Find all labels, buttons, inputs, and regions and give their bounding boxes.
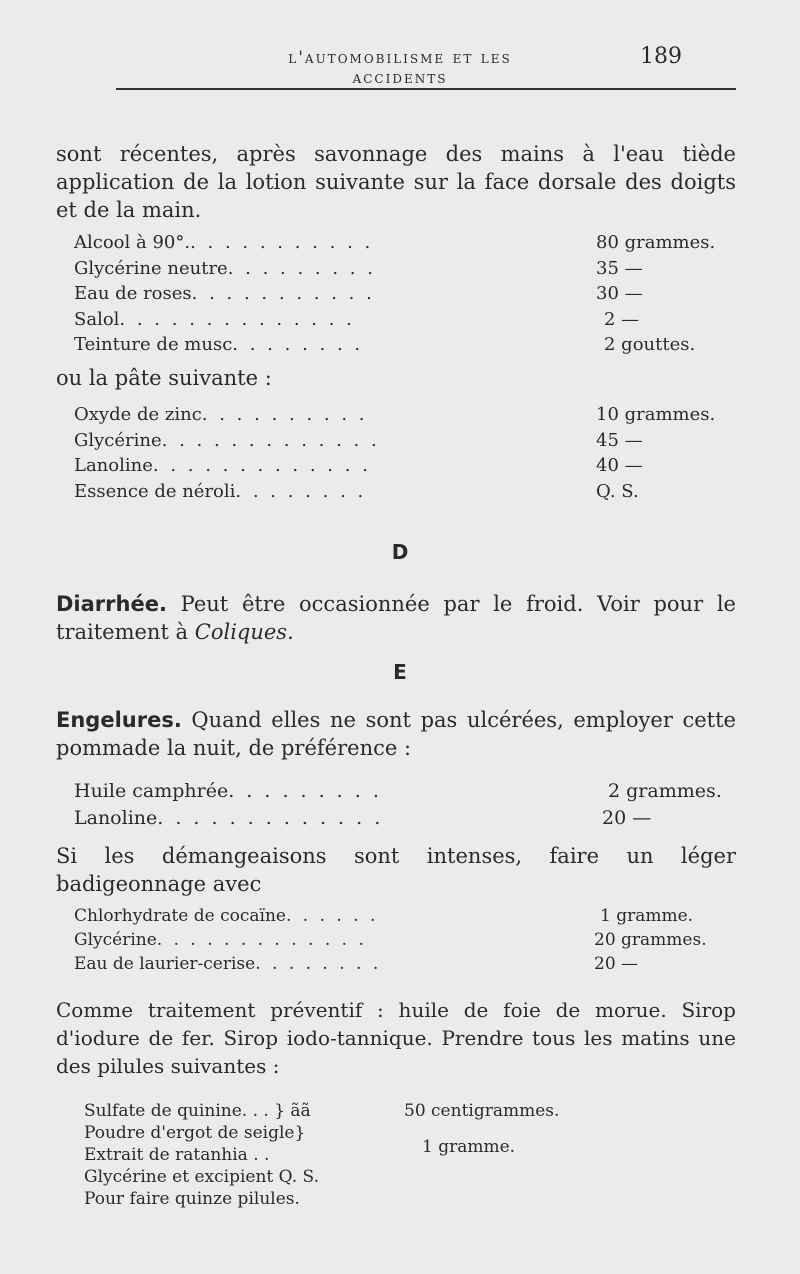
- header-rule: [116, 88, 736, 90]
- ingredient-quantity: 40 —: [596, 455, 643, 476]
- recipe-row: [74, 952, 714, 976]
- recipe-row: [74, 281, 694, 307]
- recipe-row: [74, 928, 714, 952]
- entry-headword: Engelures.: [56, 708, 182, 732]
- recipe-row: [74, 402, 716, 428]
- leader-dots: . . . . . . . . . . . . .: [152, 455, 371, 476]
- ingredient-quantity: 50 centigrammes.: [404, 1101, 560, 1121]
- ingredient-quantity: 10 grammes.: [596, 404, 716, 425]
- section-letter-e: E: [393, 660, 407, 684]
- leader-dots: . . . . . .: [285, 906, 379, 926]
- ingredient-name: Eau de roses: [74, 283, 192, 304]
- recipe-row: [74, 904, 714, 928]
- ingredient-name: Glycérine: [74, 930, 157, 950]
- preventif-paragraph: Comme traitement préventif : huile de foie de morue. Sirop d'iodure de fer. Sirop iodo-tannique. Prendre tous les matins une des pilules suivantes :: [56, 998, 736, 1078]
- leader-dots: . . . . . . . . . . . . .: [157, 807, 384, 829]
- ingredient-name: Oxyde de zinc: [74, 404, 202, 425]
- recipe-row: [74, 479, 694, 505]
- ingredient-quantity: 35 —: [596, 257, 643, 279]
- ingredient-quantity: 2 —: [604, 308, 640, 330]
- entry-text: Quand elles ne sont pas ulcérées, employer cette pommade la nuit, de préférence :: [56, 708, 736, 760]
- pilules-recipe: [84, 1100, 724, 1210]
- entry-headword: Diarrhée.: [56, 592, 167, 616]
- ingredient-quantity: 20 —: [594, 954, 639, 974]
- ingredient-name: Chlorhydrate de cocaïne: [74, 906, 286, 926]
- ingredient-name: Essence de néroli: [74, 480, 236, 502]
- cross-reference: Coliques.: [194, 620, 294, 644]
- ingredient-name: Glycérine: [74, 429, 162, 451]
- ingredient-quantity: Q. S.: [596, 480, 639, 502]
- ingredient-quantity: 2 gouttes.: [604, 334, 696, 355]
- recipe-row: [74, 230, 716, 256]
- badigeon-intro: Si les démangeaisons sont intenses, faire un léger badigeonnage avec: [56, 844, 736, 896]
- pommade-recipe: [74, 778, 722, 832]
- ingredient-name: Huile camphrée: [74, 780, 229, 802]
- recipe-row: [84, 1122, 724, 1144]
- leader-dots: . . . . . . . . . . .: [190, 232, 374, 253]
- ingredient-name: Sulfate de quinine. . . }: [84, 1101, 291, 1121]
- recipe-row: [84, 1100, 724, 1122]
- paste-intro: ou la pâte suivante :: [56, 366, 272, 390]
- aa-mark: ãã: [290, 1101, 311, 1121]
- leader-dots: . . . . . . . . . . . . . .: [119, 308, 355, 330]
- recipe-row: [74, 428, 694, 454]
- ingredient-name: Eau de laurier-cerise: [74, 954, 256, 974]
- leader-dots: . . . . . . . . . .: [201, 404, 368, 425]
- ingredient-quantity: 1 gramme.: [422, 1137, 516, 1157]
- ingredient-name: Glycérine et excipient Q. S.: [84, 1167, 319, 1187]
- recipe-row: [74, 453, 694, 479]
- ingredient-quantity: 45 —: [596, 429, 643, 451]
- leader-dots: . . . . . . . .: [235, 480, 367, 502]
- recipe-row: [84, 1188, 724, 1210]
- leader-dots: . . . . . . . .: [232, 334, 364, 355]
- paste-recipe: [74, 402, 716, 504]
- ingredient-name: Salol: [74, 308, 120, 330]
- leader-dots: . . . . . . . . .: [227, 257, 376, 279]
- leader-dots: . . . . . . . . .: [228, 780, 382, 802]
- leader-dots: . . . . . . . . . . . . .: [156, 930, 367, 950]
- recipe-row: [74, 307, 694, 333]
- ingredient-quantity: 2 grammes.: [608, 780, 722, 802]
- entry-text: Peut être occasionnée par le froid. Voir pour le traitement à: [56, 592, 736, 644]
- ingredient-name: Alcool à 90°.: [74, 232, 191, 253]
- intro-paragraph: sont récentes, après savonnage des mains à l'eau tiède application de la lotion suivante sur la face dorsale des doigts et de la main.: [56, 142, 736, 222]
- badigeon-recipe: [74, 904, 714, 976]
- recipe-row: [84, 1166, 724, 1188]
- ingredient-quantity: 80 grammes.: [596, 232, 716, 253]
- recipe-row: [74, 332, 694, 358]
- ingredient-quantity: 20 grammes.: [594, 930, 707, 950]
- lotion-recipe: [74, 230, 716, 358]
- running-title: l'automobilisme et les accidents: [288, 48, 512, 88]
- ingredient-name: Glycérine neutre: [74, 257, 228, 279]
- recipe-row: [74, 805, 694, 832]
- leader-dots: . . . . . . . . . . .: [191, 283, 375, 304]
- ingredient-name: Lanoline: [74, 455, 153, 476]
- ingredient-name: Extrait de ratanhia . .: [84, 1145, 270, 1165]
- leader-dots: . . . . . . . . . . . . .: [161, 429, 380, 451]
- recipe-row: [74, 778, 722, 805]
- engelures-paragraph: [56, 706, 736, 762]
- ingredient-quantity: 30 —: [596, 283, 643, 304]
- page-number: 189: [640, 44, 682, 69]
- instruction-line: Pour faire quinze pilules.: [84, 1189, 300, 1209]
- recipe-row: [74, 256, 694, 282]
- leader-dots: . . . . . . . .: [255, 954, 382, 974]
- ingredient-name: Poudre d'ergot de seigle}: [84, 1123, 306, 1143]
- section-letter-d: D: [391, 540, 409, 564]
- ingredient-quantity: 20 —: [602, 807, 652, 829]
- ingredient-name: Teinture de musc: [74, 334, 233, 355]
- ingredient-name: Lanoline: [74, 807, 158, 829]
- ingredient-quantity: 1 gramme.: [600, 906, 694, 926]
- diarrhee-paragraph: [56, 590, 736, 646]
- recipe-row: [84, 1137, 724, 1166]
